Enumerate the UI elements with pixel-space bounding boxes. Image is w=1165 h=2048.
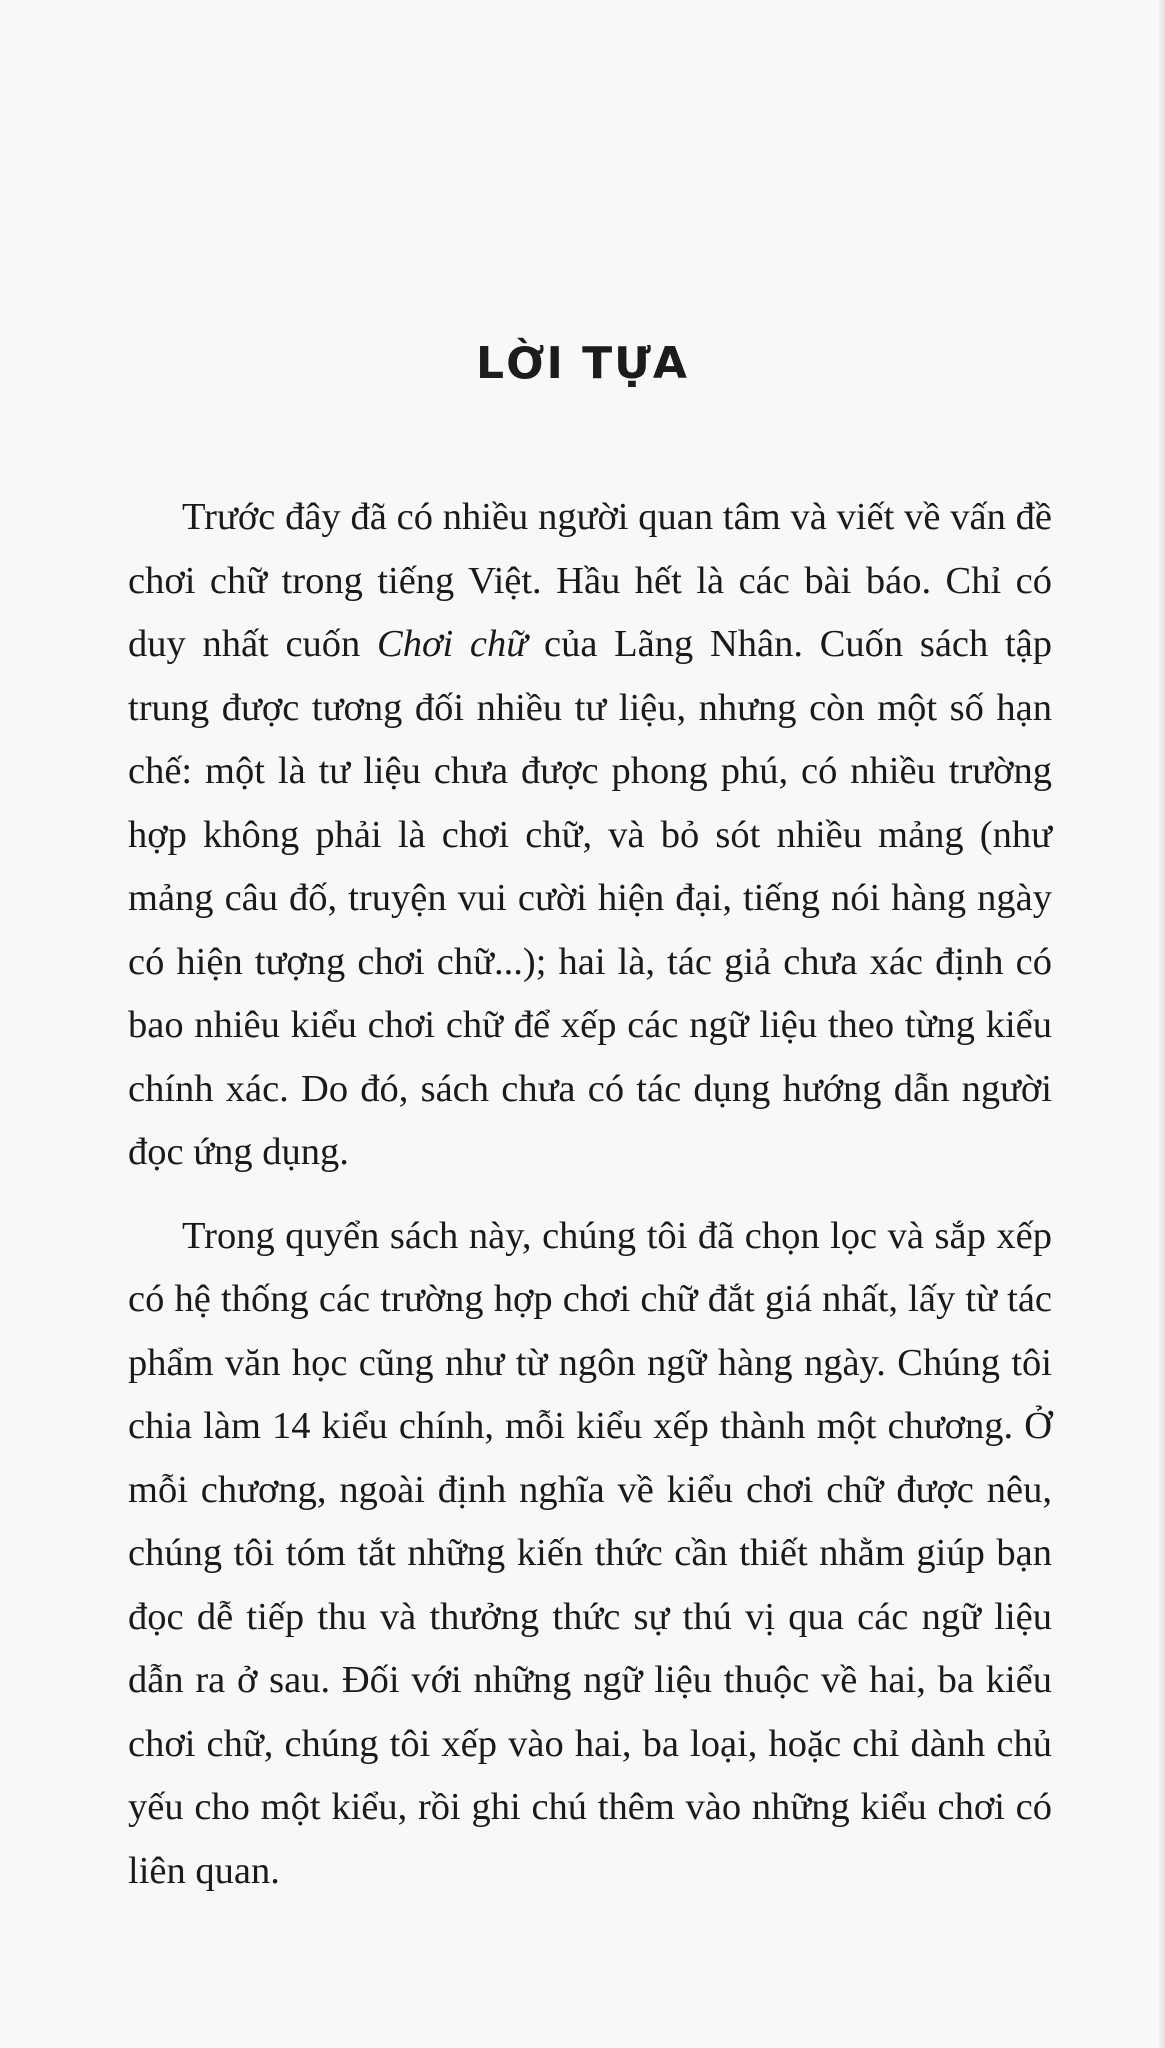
paragraph-1 <box>128 486 1052 1185</box>
page-edge <box>1159 0 1165 2048</box>
preface-body <box>128 486 1052 1903</box>
paragraph-1-after: của Lãng Nhân. Cuốn sách tập trung được tương đối nhiều tư liệu, nhưng còn một số hạn chế: một là tư liệu chưa được phong phú, có nhiều trường hợp không phải là chơi chữ, và bỏ sót nhiều mảng (như mảng câu đố, truyện vui cười hiện đại, tiếng nói hàng ngày có hiện tượng chơi chữ...); hai là, tác giả chưa xác định có bao nhiêu kiểu chơi chữ để xếp các ngữ liệu theo từng kiểu chính xác. Do đó, sách chưa có tác dụng hướng dẫn người đọc ứng dụng. <box>128 623 1052 1173</box>
paragraph-2: Trong quyển sách này, chúng tôi đã chọn lọc và sắp xếp có hệ thống các trường hợp chơi chữ đắt giá nhất, lấy từ tác phẩm văn học cũng như từ ngôn ngữ hàng ngày. Chúng tôi chia làm 14 kiểu chính, mỗi kiểu xếp thành một chương. Ở mỗi chương, ngoài định nghĩa về kiểu chơi chữ được nêu, chúng tôi tóm tắt những kiến thức cần thiết nhằm giúp bạn đọc dễ tiếp thu và thưởng thức sự thú vị qua các ngữ liệu dẫn ra ở sau. Đối với những ngữ liệu thuộc về hai, ba kiểu chơi chữ, chúng tôi xếp vào hai, ba loại, hoặc chỉ dành chủ yếu cho một kiểu, rồi ghi chú thêm vào những kiểu chơi có liên quan. <box>128 1214 1052 1892</box>
book-title-italic: Chơi chữ <box>377 623 528 665</box>
paragraph-1-before: Trước đây đã có nhiều người quan tâm và viết về vấn đề chơi chữ trong tiếng Việt. Hầu hết là các bài báo. Chỉ có duy nhất cuốn <box>128 496 1052 665</box>
page-title: LỜI TỰA <box>476 338 689 389</box>
